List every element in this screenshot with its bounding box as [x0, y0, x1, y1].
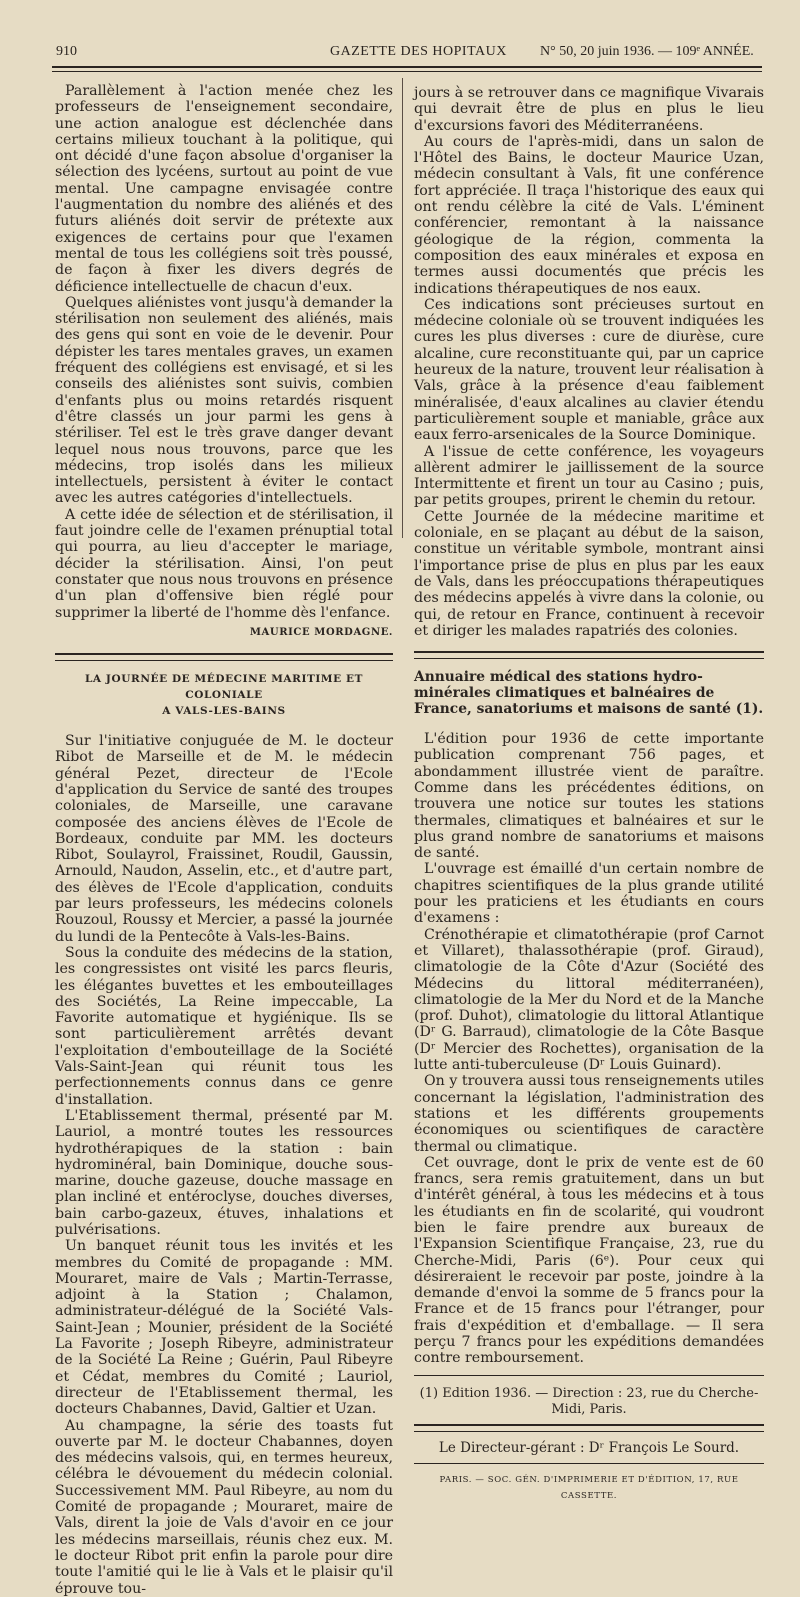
issue-info: N° 50, 20 juin 1936. — 109ᵉ ANNÉE. [540, 44, 754, 59]
article2-paragraph: Au champagne, la série des toasts fut ouverte par M. le docteur Chabannes, doyen des médecins valsois, qui, en termes heureux, célébra le dévouement du médecin colonial. Successivement MM. Paul Ribeyre, au nom du Comité de propagande ; Mouraret, maire de Vals, dirent la joie de Vals d'avoir en ce jour les médecins marseillais, réunis chez eux. M. le docteur Ribot prit enfin la parole pour dire toute l'amitié qui le lie à Vals et le plaisir qu'il éprouve tou- [55, 1417, 393, 1597]
printer-line: PARIS. — SOC. GÉN. D'IMPRIMERIE ET D'ÉDITION, 17, RUE CASSETTE. [439, 1474, 739, 1501]
article1-paragraph: Parallèlement à l'action menée chez les professeurs de l'enseignement secondaire, une action analogue est déclenchée dans certains milieux touchant à la politique, qui ont décidé d'une façon absolue d'organiser la sélection des lycéens, surtout au point de vue mental. Une campagne envisagée contre l'augmentation du nombre des aliénés et des futurs aliénés doit servir de prétexte aux exigences de certains pour que l'examen mental de tous les collégiens soit très poussé, de façon à fixer les divers degrés de déficience intellectuelle de chacun d'eux. [55, 83, 393, 295]
journal-title: GAZETTE DES HOPITAUX [330, 44, 507, 59]
annuaire-paragraph: On y trouvera aussi tous renseignements utiles concernant la législation, l'administration des stations et les différents groupements économiques ou scientifiques de caractère thermal ou climatique. [414, 1073, 764, 1155]
printer-rule [414, 1463, 764, 1464]
article2-continued-paragraph: Au cours de l'après-midi, dans un salon de l'Hôtel des Bains, le docteur Maurice Uzan, médecin consultant à Vals, fit une conférence fort appréciée. Il traça l'historique des eaux qui ont rendu célèbre la cité de Vals. L'éminent conférencier, remontant à la naissance géologique de la région, commenta la composition des eaux minérales et exposa en termes aussi documentés que précis les indications thérapeutiques de nos eaux. [414, 133, 764, 297]
annuaire-paragraph: L'ouvrage est émaillé d'un certain nombre de chapitres scientifiques de la plus grande utilité pour les praticiens et les étudiants en cours d'examens : [414, 861, 764, 927]
footnote: (1) Edition 1936. — Direction : 23, rue du Cherche-Midi, Paris. [419, 1385, 759, 1417]
article2-title-line: LA JOURNÉE DE MÉDECINE MARITIME ET COLONIALE [84, 673, 364, 702]
annuaire-paragraph: Cet ouvrage, dont le prix de vente est de 60 francs, sera remis gratuitement, dans un but d'intérêt général, à tous les médecins et à tous les étudiants en fin de scolarité, qui voudront bien le faire prendre aux bureaux de l'Expansion Scientifique Française, 23, rue du Cherche-Midi, Paris (6ᵉ). Pour ceux qui désireraient le recevoir par poste, joindre à la demande d'envoi la somme de 5 francs pour la France et de 15 francs pour l'étranger, pour frais d'expédition et d'emballage. — Il sera perçu 7 francs pour les expéditions demandées contre remboursement. [414, 1154, 764, 1367]
annuaire-title: Annuaire médical des stations hydro-minérales climatiques et balnéaires de France, sanatoriums et maisons de santé (1). [414, 669, 764, 718]
article2-continued-paragraph: Ces indications sont précieuses surtout en médecine coloniale où se trouvent indiquées les cures les plus diverses : cure de diurèse, cure alcaline, cure reconstituante qui, par un caprice heureux de la nature, trouvent leur réalisation à Vals, grâce à la présence d'eau faiblement minéralisée, d'eaux alcalines au clavier étendu particulièrement souple et maniable, grâce aux eaux ferro-arsenicales de la Source Dominique. [414, 296, 764, 444]
article1-paragraph: A cette idée de sélection et de stérilisation, il faut joindre celle de l'examen prénuptial total qui pourra, au lieu d'accepter le mariage, décider la stérilisation. Ainsi, l'on peut constater que nous nous trouvons en présence d'un plan d'offensive bien réglé pour supprimer la liberté de l'homme dès l'enfance. [55, 506, 393, 621]
article2-title-line: A VALS-LES-BAINS [162, 705, 286, 718]
article2-paragraph: Un banquet réunit tous les invités et les membres du Comité de propagande : MM. Mouraret, maire de Vals ; Martin-Terrasse, adjoint à la Station ; Chalamon, administrateur-délégué de la Société Vals-Saint-Jean ; Mounier, président de la Société La Favorite ; Joseph Ribeyre, administrateur de la Société La Reine ; Guérin, Paul Ribeyre et Cédat, membres du Comité ; Lauriol, directeur de l'Etablissement thermal, les docteurs Chabannes, David, Galtier et Uzan. [55, 1238, 393, 1418]
footnote-rule [414, 1375, 764, 1376]
article-separator [414, 651, 764, 659]
column-divider [402, 78, 403, 538]
article2-paragraph: Sur l'initiative conjuguée de M. le docteur Ribot de Marseille et de M. le médecin général Pezet, directeur de l'Ecole d'application du Service de santé des troupes coloniales, de Marseille, une caravane composée des anciens élèves de l'Ecole de Bordeaux, conduite par MM. les docteurs Ribot, Soulayrol, Fraissinet, Roudil, Gaussin, Arnould, Naudon, Asselin, etc., et d'autre part, des élèves de l'Ecole d'application, conduits par leurs professeurs, les médecins colonels Rouzoul, Roussy et Mercier, a passé la journée du lundi de la Pentecôte à Vals-les-Bains. [55, 733, 393, 945]
right-column [414, 85, 764, 1504]
page-header [0, 44, 800, 64]
annuaire-paragraph: L'édition pour 1936 de cette importante publication comprenant 756 pages, et abondamment illustrée vient de paraître. Comme dans les précédentes éditions, on trouvera une notice sur toutes les stations thermales, climatiques et balnéaires et sur le plus grand nombre de sanatoriums et maisons de santé. [414, 731, 764, 862]
footer-rule [414, 1424, 764, 1432]
left-column [55, 83, 393, 1597]
article2-paragraph: L'Etablissement thermal, présenté par M. Lauriol, a montré toutes les ressources hydrothérapiques de la station : bain hydrominéral, bain Dominique, douche sous-marine, douche gazeuse, douche massage en plan incliné et entéroclyse, douches diverses, bain carbo-gazeux, étuves, inhalations et pulvérisations. [55, 1107, 393, 1238]
header-rule [52, 66, 762, 72]
page-number: 910 [56, 44, 77, 59]
annuaire-paragraph: Crénothérapie et climatothérapie (prof Carnot et Villaret), thalassothérapie (prof. Giraud), climatologie de la Côte d'Azur (Société des Médecins du littoral méditerranéen), climatologie de la Mer du Nord et de la Manche (prof. Duhot), climatologie du littoral Atlantique (Dʳ G. Barraud), climatologie de la Côte Basque (Dʳ Mercier des Rochettes), organisation de la lutte anti-tuberculeuse (Dʳ Louis Guinard). [414, 926, 764, 1074]
article2-continued-paragraph: jours à se retrouver dans ce magnifique Vivarais qui devrait être de plus en plus le lieu d'excursions favori des Méditerranéens. [414, 85, 764, 134]
article2-title [55, 671, 393, 719]
publisher-line: Le Directeur-gérant : Dʳ François Le Sourd. [438, 1440, 740, 1457]
article2-continued-paragraph: Cette Journée de la médecine maritime et coloniale, en se plaçant au début de la saison, constitue un véritable symbole, montrant ainsi l'importance prise de plus en plus par les eaux de Vals, dans les préoccupations thérapeutiques des médecins appelés à vivre dans la colonie, ou qui, de retour en France, continuent à recevoir et diriger les malades rapatriés des colonies. [414, 508, 764, 639]
article2-paragraph: Sous la conduite des médecins de la station, les congressistes ont visité les parcs fleuris, les élégantes buvettes et les embouteillages des Sociétés, La Reine impeccable, La Favorite automatique et hygiénique. Ils se sont particulièrement arrêtés devant l'exploitation d'embouteillage de la Société Vals-Saint-Jean qui réunit tous les perfectionnements connus dans ce genre d'installation. [55, 944, 393, 1108]
article1-paragraph: Quelques aliénistes vont jusqu'à demander la stérilisation non seulement des aliénés, mais des gens qui sont en voie de le devenir. Pour dépister les tares mentales graves, un examen fréquent des collégiens est envisagé, et si les conseils des aliénistes sont suivis, combien d'enfants plus ou moins retardés risquent d'être classés un jour parmi les gens à stériliser. Tel est le très grave danger devant lequel nous nous trouvons, parce que les médecins, trop isolés dans les milieux intellectuels, persistent à éviter le contact avec les autres catégories d'intellectuels. [55, 294, 393, 507]
article2-continued-paragraph: A l'issue de cette conférence, les voyageurs allèrent admirer le jaillissement de la source Intermittente et firent un tour au Casino ; puis, par petits groupes, prirent le chemin du retour. [414, 443, 764, 509]
author-signature: MAURICE MORDAGNE. [249, 626, 393, 638]
article-separator [55, 653, 393, 661]
